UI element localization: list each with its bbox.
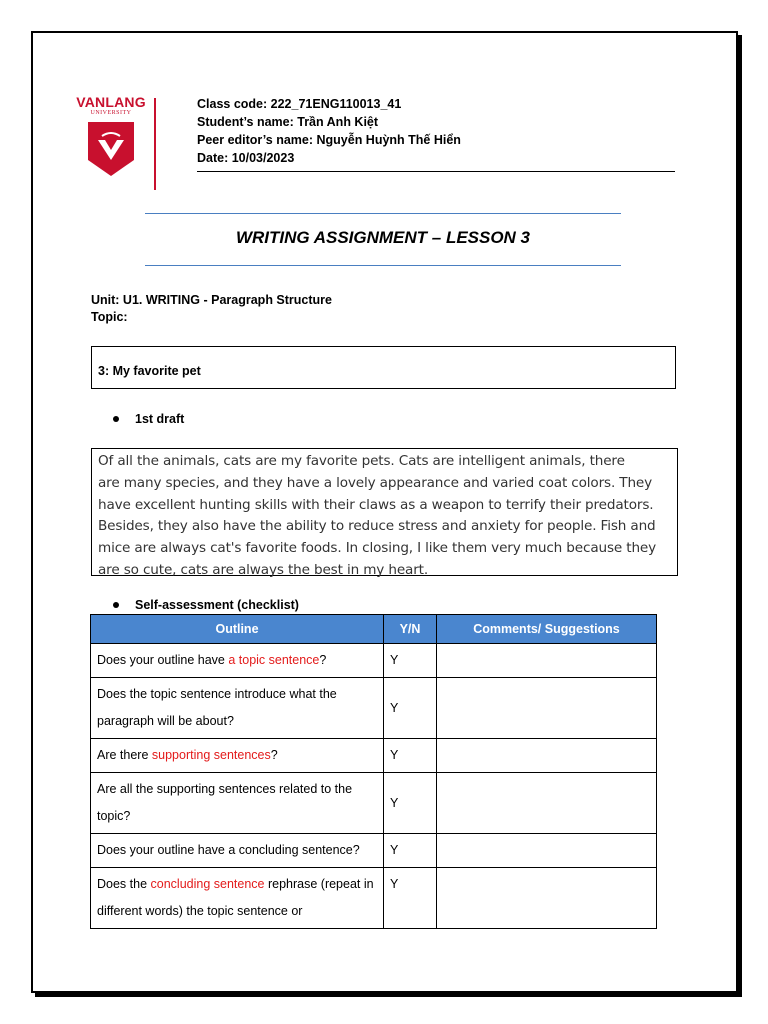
yn-cell[interactable]: Y	[384, 739, 437, 773]
draft-line: Besides, they also have the ability to reduce stress and anxiety for people. Fish and	[98, 518, 656, 535]
draft-heading	[113, 412, 184, 426]
logo-divider	[154, 98, 156, 190]
topic-box: 3: My favorite pet	[91, 346, 676, 389]
table-row	[91, 739, 657, 773]
shield-icon	[86, 120, 136, 178]
bullet-icon	[113, 602, 119, 608]
date: Date: 10/03/2023	[197, 151, 295, 165]
page-title: WRITING ASSIGNMENT – LESSON 3	[235, 228, 531, 247]
yn-cell[interactable]: Y	[384, 773, 437, 834]
title-rule-top	[145, 213, 621, 214]
outline-cell: Does your outline have a concluding sentence?	[91, 834, 384, 868]
table-row	[91, 678, 657, 739]
title-rule-bottom	[145, 265, 621, 266]
draft-line: mice are always cat's favorite foods. In closing, I like them very much because they	[98, 540, 657, 557]
checklist-heading-label: Self-assessment (checklist)	[135, 598, 299, 612]
yn-cell[interactable]: Y	[384, 644, 437, 678]
outline-cell: Does the concluding sentence rephrase (repeat in different words) the topic sentence or	[91, 868, 384, 929]
outline-cell: Does the topic sentence introduce what the paragraph will be about?	[91, 678, 384, 739]
comment-cell[interactable]	[437, 834, 657, 868]
draft-line: are many species, and they have a lovely appearance and varied coat colors. They	[98, 474, 653, 491]
draft-line: are so cute, cats are always the best in my heart.	[98, 561, 429, 578]
student-name: Student’s name: Trần Anh Kiệt	[197, 115, 379, 129]
peer-editor-name: Peer editor’s name: Nguyễn Huỳnh Thế Hiển	[197, 133, 461, 147]
draft-text-box	[91, 448, 678, 576]
logo-subtitle: UNIVERSITY	[90, 110, 132, 116]
comment-cell[interactable]	[437, 644, 657, 678]
highlighted-term: concluding sentence	[150, 877, 265, 891]
university-logo	[74, 94, 156, 190]
logo-wordmark: VANLANG	[76, 94, 146, 110]
outline-cell: Are there supporting sentences?	[91, 739, 384, 773]
table-row	[91, 773, 657, 834]
yn-cell[interactable]: Y	[384, 678, 437, 739]
highlighted-term: supporting sentences	[151, 748, 271, 762]
yn-cell[interactable]: Y	[384, 834, 437, 868]
comment-cell[interactable]	[437, 678, 657, 739]
header-info	[197, 95, 461, 167]
outline-cell: Are all the supporting sentences related to the topic?	[91, 773, 384, 834]
table-header-row	[91, 615, 657, 644]
highlighted-term: a topic sentence	[228, 653, 320, 667]
draft-heading-label: 1st draft	[135, 412, 185, 426]
comment-cell[interactable]	[437, 773, 657, 834]
checklist-heading	[113, 598, 299, 612]
topic-label: Topic:	[91, 310, 128, 324]
unit-info	[91, 292, 332, 326]
outline-cell: Does your outline have a topic sentence?	[91, 644, 384, 678]
table-row	[91, 868, 657, 929]
bullet-icon	[113, 416, 119, 422]
column-header-outline: Outline	[91, 615, 384, 644]
table-row	[91, 834, 657, 868]
draft-line: Of all the animals, cats are my favorite pets. Cats are intelligent animals, there	[98, 453, 625, 469]
self-assessment-table	[90, 614, 657, 929]
column-header-yn: Y/N	[384, 615, 437, 644]
comment-cell[interactable]	[437, 868, 657, 929]
draft-line: have excellent hunting skills with their claws as a weapon to terrify their predators.	[98, 496, 654, 513]
table-row	[91, 644, 657, 678]
class-code: Class code: 222_71ENG110013_41	[197, 97, 402, 111]
yn-cell[interactable]: Y	[384, 868, 437, 929]
unit-label: Unit: U1. WRITING - Paragraph Structure	[91, 293, 332, 307]
comment-cell[interactable]	[437, 739, 657, 773]
header-rule	[197, 171, 675, 172]
column-header-comments: Comments/ Suggestions	[437, 615, 657, 644]
